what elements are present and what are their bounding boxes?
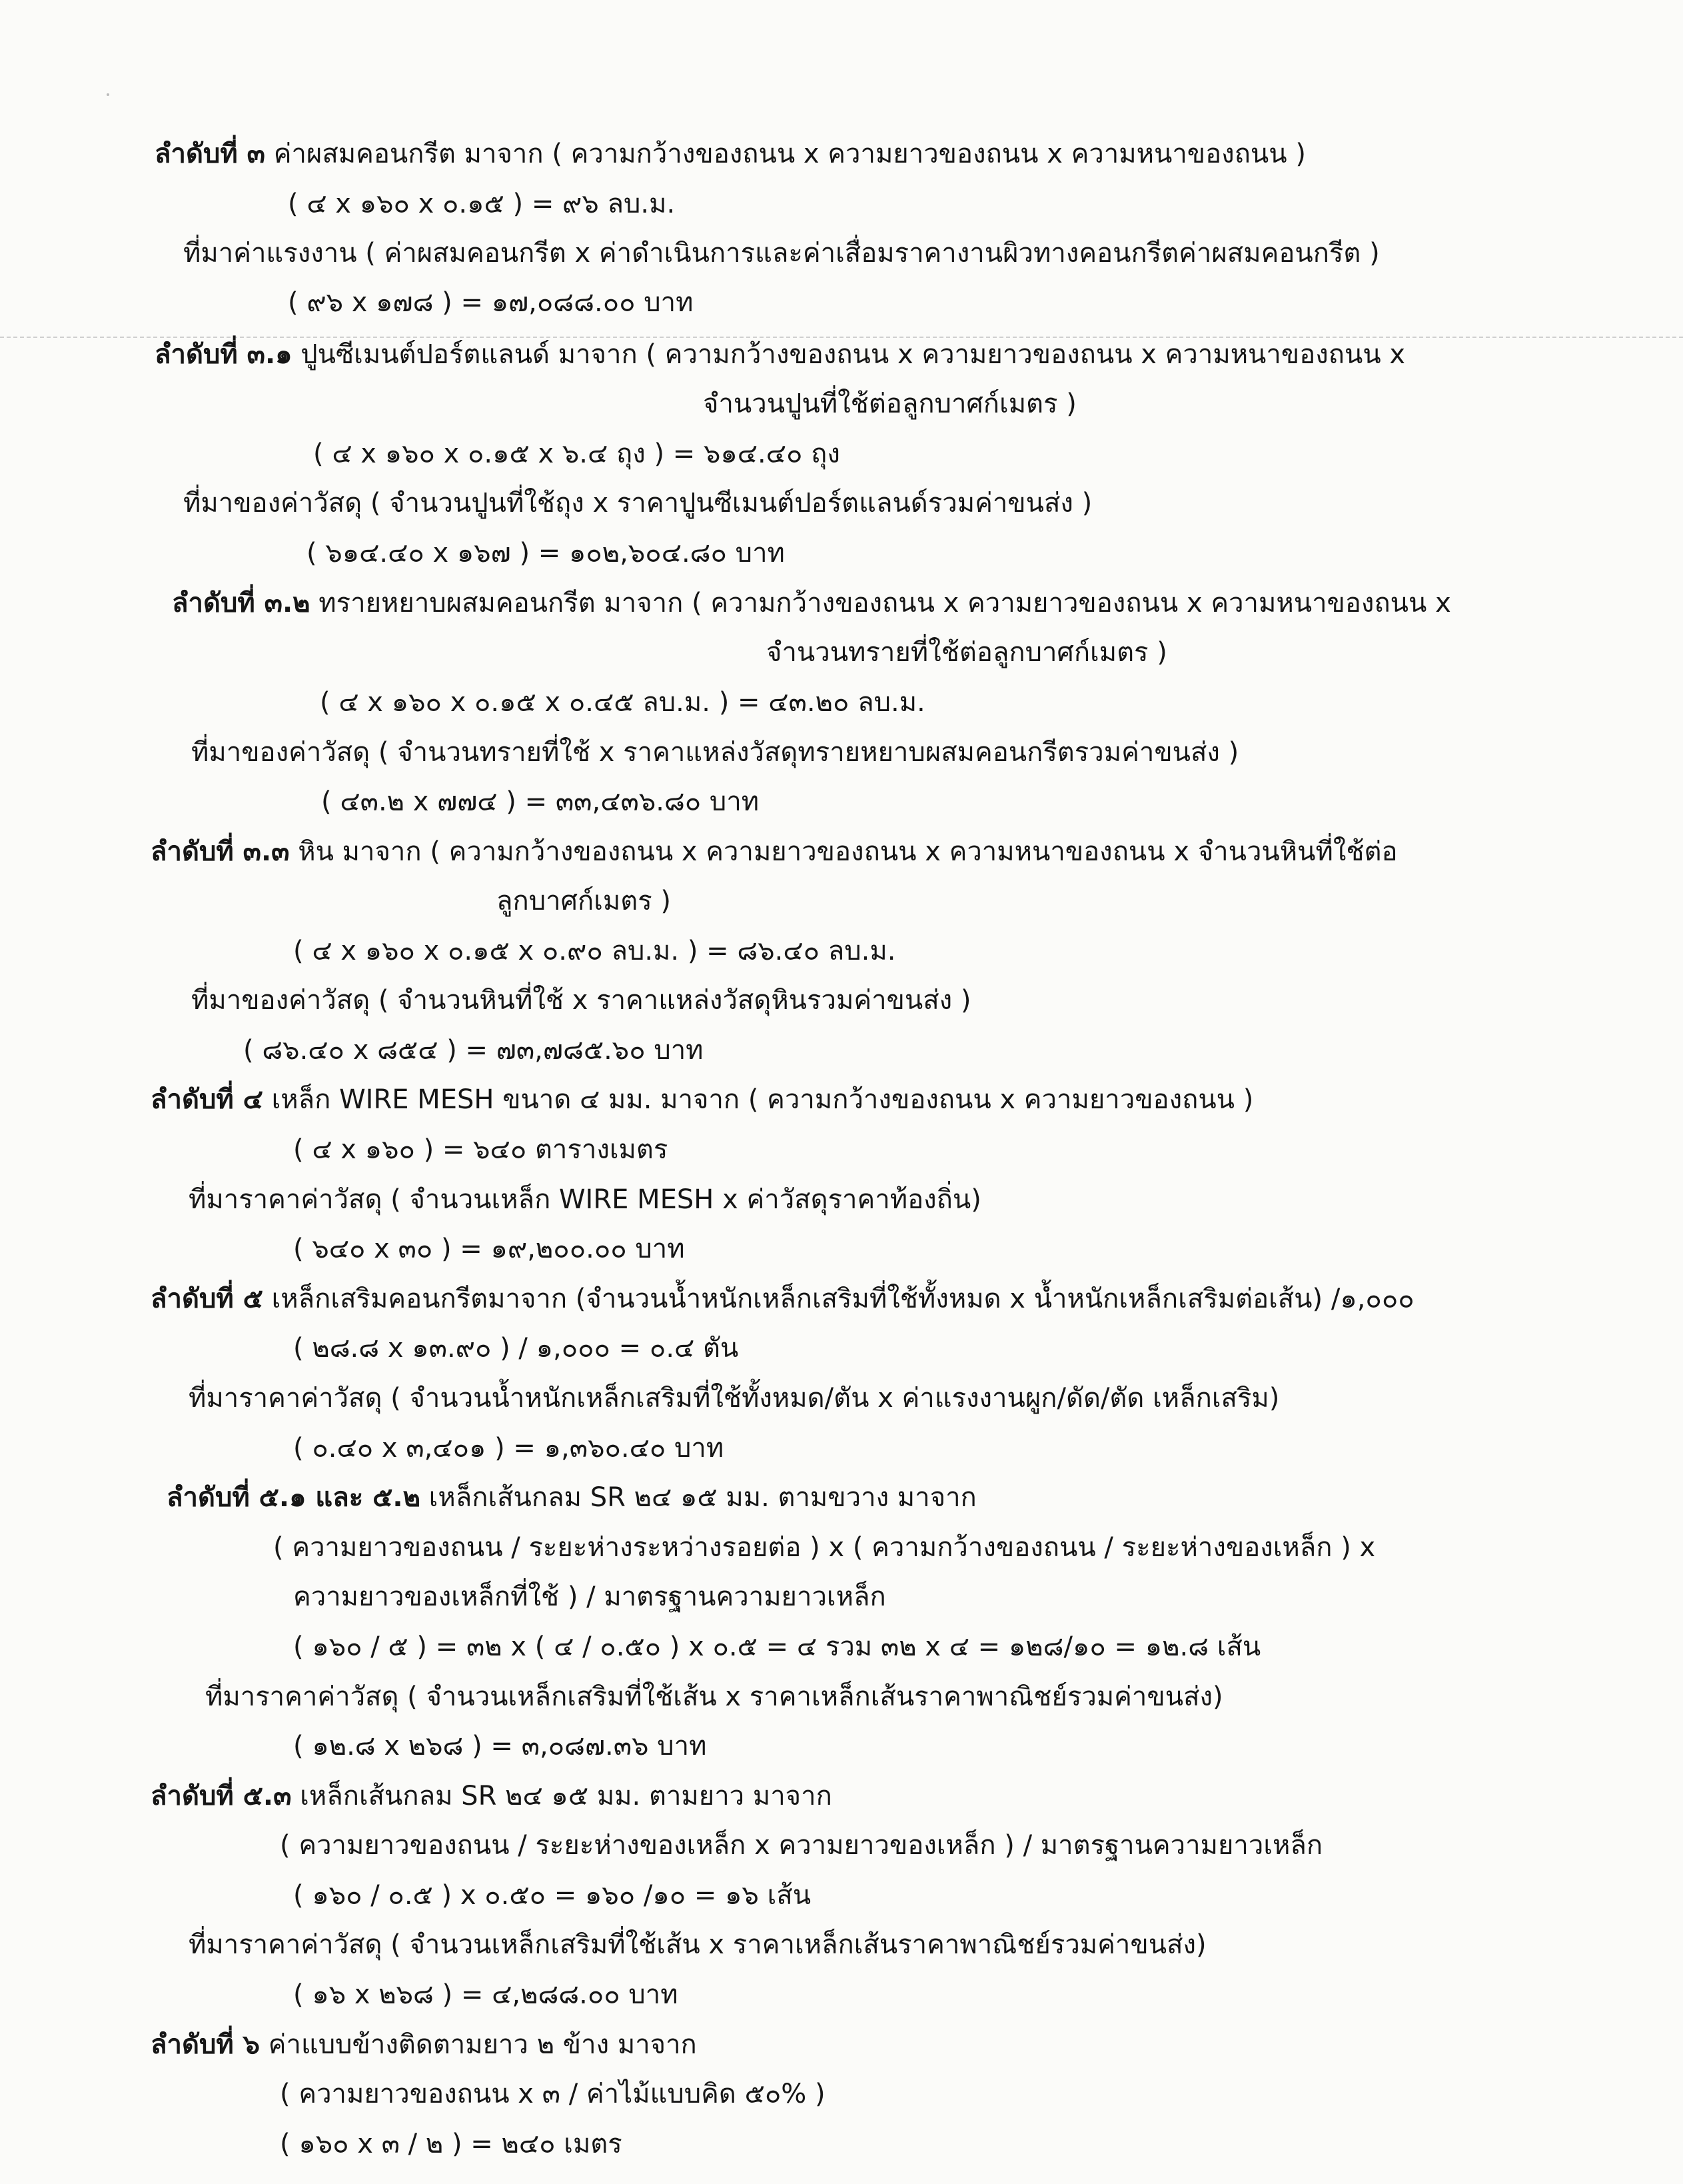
doc-line: ( ๒๘.๘ x ๑๓.๙๐ ) / ๑,๐๐๐ = ๐.๔ ตัน (293, 1333, 739, 1364)
doc-line: ลำดับที่ ๓.๑ ปูนซีเมนต์ปอร์ตแลนด์ มาจาก ( ความกว้างของถนน x ความยาวของถนน x ความหนาของถนน x (155, 339, 1406, 370)
doc-line: ( ๑๒.๘ x ๒๖๘ ) = ๓,๐๘๗.๓๖ บาท (293, 1731, 707, 1761)
doc-line: ( ๐.๔๐ x ๓,๔๐๑ ) = ๑,๓๖๐.๔๐ บาท (293, 1433, 724, 1464)
doc-line: ลำดับที่ ๕ เหล็กเสริมคอนกรีตมาจาก (จำนวนน้ำหนักเหล็กเสริมที่ใช้ทั้งหมด x น้ำหนักเหล็กเสริมต่อเส้น) /๑,๐๐๐ (151, 1284, 1414, 1314)
doc-line: ( ๔๓.๒ x ๗๗๔ ) = ๓๓,๔๓๖.๘๐ บาท (321, 786, 760, 817)
doc-line: ลำดับที่ ๕.๓ เหล็กเส้นกลม SR ๒๔ ๑๕ มม. ตามยาว มาจาก (151, 1781, 832, 1811)
doc-line: ลำดับที่ ๓.๒ ทรายหยาบผสมคอนกรีต มาจาก ( ความกว้างของถนน x ความยาวของถนน x ความหนาของถนน x (172, 588, 1451, 618)
doc-line: ที่มาของค่าวัสดุ ( จำนวนทรายที่ใช้ x ราคาแหล่งวัสดุทรายหยาบผสมคอนกรีตรวมค่าขนส่ง ) (191, 737, 1239, 768)
doc-line: ลูกบาศก์เมตร ) (496, 886, 672, 916)
doc-line: ( ๘๖.๔๐ x ๘๕๔ ) = ๗๓,๗๘๕.๖๐ บาท (243, 1035, 704, 1066)
doc-line: จำนวนปูนที่ใช้ต่อลูกบาศก์เมตร ) (703, 389, 1077, 419)
doc-line: ลำดับที่ ๕.๑ และ ๕.๒ เหล็กเส้นกลม SR ๒๔ ๑๕ มม. ตามขวาง มาจาก (167, 1482, 977, 1513)
doc-line: ( ๑๖๐ x ๓ / ๒ ) = ๒๔๐ เมตร (280, 2129, 622, 2159)
doc-line: ที่มาราคาค่าวัสดุ ( จำนวนน้ำหนักเหล็กเสริมที่ใช้ทั้งหมด/ตัน x ค่าแรงงานผูก/ดัด/ตัด เหล็กเสริม) (189, 1383, 1280, 1414)
doc-line: ความยาวของเหล็กที่ใช้ ) / มาตรฐานความยาวเหล็ก (293, 1582, 886, 1612)
doc-line: ( ๑๖ x ๒๖๘ ) = ๔,๒๘๘.๐๐ บาท (293, 1979, 678, 2010)
doc-line: ( ๔ x ๑๖๐ x ๐.๑๕ ) = ๙๖ ลบ.ม. (288, 189, 676, 219)
doc-line: ที่มาราคาค่าวัสดุ ( จำนวนเหล็ก WIRE MESH x ค่าวัสดุราคาท้องถิ่น) (189, 1184, 981, 1215)
doc-line: ( ๙๖ x ๑๗๘ ) = ๑๗,๐๘๘.๐๐ บาท (288, 287, 694, 318)
doc-line: ลำดับที่ ๓ ค่าผสมคอนกรีต มาจาก ( ความกว้างของถนน x ความยาวของถนน x ความหนาของถนน ) (155, 139, 1306, 169)
doc-line: ลำดับที่ ๔ เหล็ก WIRE MESH ขนาด ๔ มม. มาจาก ( ความกว้างของถนน x ความยาวของถนน ) (151, 1084, 1254, 1115)
doc-line: ( ๔ x ๑๖๐ x ๐.๑๕ x ๐.๔๕ ลบ.ม. ) = ๔๓.๒๐ ลบ.ม. (320, 687, 925, 718)
doc-line: ( ความยาวของถนน / ระยะห่างระหว่างรอยต่อ ) x ( ความกว้างของถนน / ระยะห่างของเหล็ก ) x (273, 1532, 1376, 1563)
doc-line: ( ๑๖๐ / ๕ ) = ๓๒ x ( ๔ / ๐.๕๐ ) x ๐.๕ = ๔ รวม ๓๒ x ๔ = ๑๒๘/๑๐ = ๑๒.๘ เส้น (293, 1632, 1261, 1662)
doc-line: ลำดับที่ ๖ ค่าแบบข้างติดตามยาว ๒ ข้าง มาจาก (151, 2029, 697, 2060)
scan-speck (107, 93, 109, 96)
doc-line: ที่มาราคาค่าวัสดุ ( จำนวนเหล็กเสริมที่ใช้เส้น x ราคาเหล็กเส้นราคาพาณิชย์รวมค่าขนส่ง) (205, 1681, 1223, 1712)
doc-line: ( ๖๑๔.๔๐ x ๑๖๗ ) = ๑๐๒,๖๐๔.๘๐ บาท (306, 538, 785, 568)
doc-line: ที่มาของค่าวัสดุ ( จำนวนหินที่ใช้ x ราคาแหล่งวัสดุหินรวมค่าขนส่ง ) (191, 985, 971, 1016)
doc-line: ( ๔ x ๑๖๐ x ๐.๑๕ x ๖.๔ ถุง ) = ๖๑๔.๔๐ ถุง (313, 439, 840, 469)
doc-line: ( ๔ x ๑๖๐ x ๐.๑๕ x ๐.๙๐ ลบ.ม. ) = ๘๖.๔๐ ลบ.ม. (293, 936, 896, 966)
doc-line: ( ๖๔๐ x ๓๐ ) = ๑๙,๒๐๐.๐๐ บาท (293, 1234, 685, 1264)
doc-line: จำนวนทรายที่ใช้ต่อลูกบาศก์เมตร ) (766, 637, 1167, 668)
doc-line: ( ความยาวของถนน / ระยะห่างของเหล็ก x ความยาวของเหล็ก ) / มาตรฐานความยาวเหล็ก (280, 1830, 1323, 1861)
doc-line: ( ๔ x ๑๖๐ ) = ๖๔๐ ตารางเมตร (293, 1134, 668, 1165)
doc-line: ( ความยาวของถนน x ๓ / ค่าไม้แบบคิด ๕๐% ) (280, 2079, 826, 2109)
doc-line: ที่มาของค่าวัสดุ ( จำนวนปูนที่ใช้ถุง x ราคาปูนซีเมนต์ปอร์ตแลนด์รวมค่าขนส่ง ) (183, 488, 1093, 519)
doc-line: ลำดับที่ ๓.๓ หิน มาจาก ( ความกว้างของถนน x ความยาวของถนน x ความหนาของถนน x จำนวนหินที่ใช้ต่อ (151, 836, 1398, 867)
doc-line: ที่มาค่าแรงงาน ( ค่าผสมคอนกรีต x ค่าดำเนินการและค่าเสื่อมราคางานผิวทางคอนกรีตค่าผสมคอนกรีต ) (183, 238, 1380, 269)
doc-line: ที่มาราคาค่าวัสดุ ( จำนวนเหล็กเสริมที่ใช้เส้น x ราคาเหล็กเส้นราคาพาณิชย์รวมค่าขนส่ง) (189, 1929, 1207, 1960)
doc-line: ( ๑๖๐ / ๐.๕ ) x ๐.๕๐ = ๑๖๐ /๑๐ = ๑๖ เส้น (293, 1880, 812, 1911)
